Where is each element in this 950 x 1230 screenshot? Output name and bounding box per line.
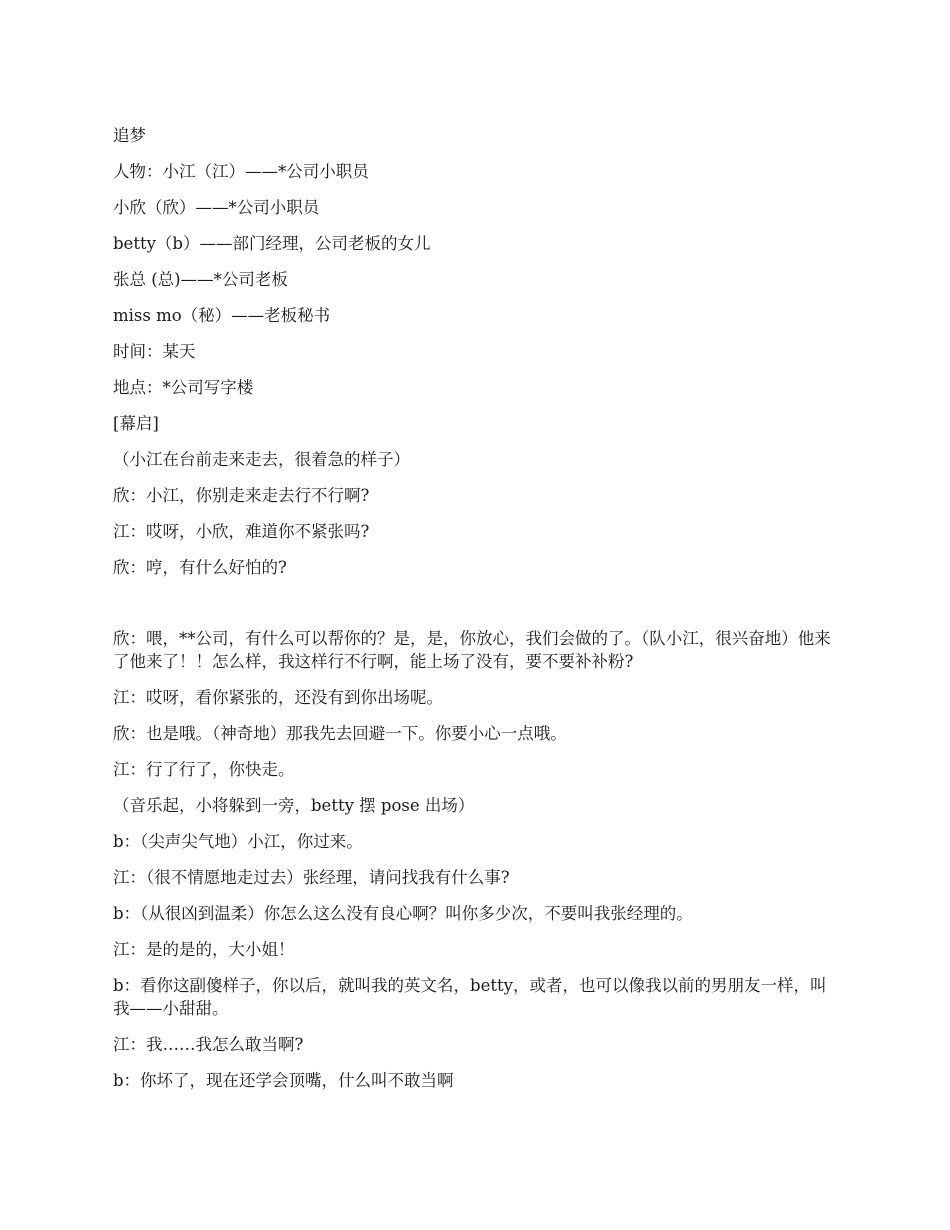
document-title: 追梦 xyxy=(113,126,146,145)
stage-direction: [幕启] xyxy=(113,414,159,433)
stage-direction: （音乐起，小将躲到一旁，betty 摆 pose 出场） xyxy=(113,796,475,815)
dialogue-line: 江：哎呀，看你紧张的，还没有到你出场呢。 xyxy=(113,688,443,707)
dialogue-line: b：看你这副傻样子，你以后，就叫我的英文名，betty，或者，也可以像我以前的男朋友一样，叫我——小甜甜。 xyxy=(113,976,827,1018)
dialogue-line: 欣：小江，你别走来走去行不行啊? xyxy=(113,486,370,505)
dialogue-line: 欣：喂，**公司，有什么可以帮你的？是，是，你放心，我们会做的了。（队小江，很兴奋地）他来了他来了！！怎么样，我这样行不行啊，能上场了没有，要不要补补粉? xyxy=(113,629,831,671)
stage-direction: （小江在台前走来走去，很着急的样子） xyxy=(113,450,410,469)
dialogue-line: 江：（很不情愿地走过去）张经理，请问找我有什么事? xyxy=(113,868,510,887)
character-line: 张总 (总)——*公司老板 xyxy=(113,270,288,289)
dialogue-line: 欣：也是哦。（神奇地）那我先去回避一下。你要小心一点哦。 xyxy=(113,724,567,743)
character-line: miss mo（秘）——老板秘书 xyxy=(113,306,331,325)
time-line: 时间：某天 xyxy=(113,342,196,361)
dialogue-line: b：你坏了，现在还学会顶嘴，什么叫不敢当啊 xyxy=(113,1071,454,1090)
dialogue-line: 江：哎呀，小欣，难道你不紧张吗? xyxy=(113,522,370,541)
character-line: 人物：小江（江）——*公司小职员 xyxy=(113,162,369,181)
dialogue-line: 江：行了行了，你快走。 xyxy=(113,760,295,779)
dialogue-line: 江：我……我怎么敢当啊? xyxy=(113,1035,304,1054)
dialogue-line: b：（从很凶到温柔）你怎么这么没有良心啊？叫你多少次，不要叫我张经理的。 xyxy=(113,904,693,923)
document-page xyxy=(113,124,838,1105)
dialogue-line: b：（尖声尖气地）小江，你过来。 xyxy=(113,832,363,851)
place-line: 地点：*公司写字楼 xyxy=(113,378,254,397)
dialogue-line: 江：是的是的，大小姐！ xyxy=(113,940,295,959)
dialogue-line: 欣：哼，有什么好怕的? xyxy=(113,558,287,577)
character-line: 小欣（欣）——*公司小职员 xyxy=(113,198,320,217)
blank-gap xyxy=(113,592,838,627)
character-line: betty（b）——部门经理，公司老板的女儿 xyxy=(113,234,431,253)
